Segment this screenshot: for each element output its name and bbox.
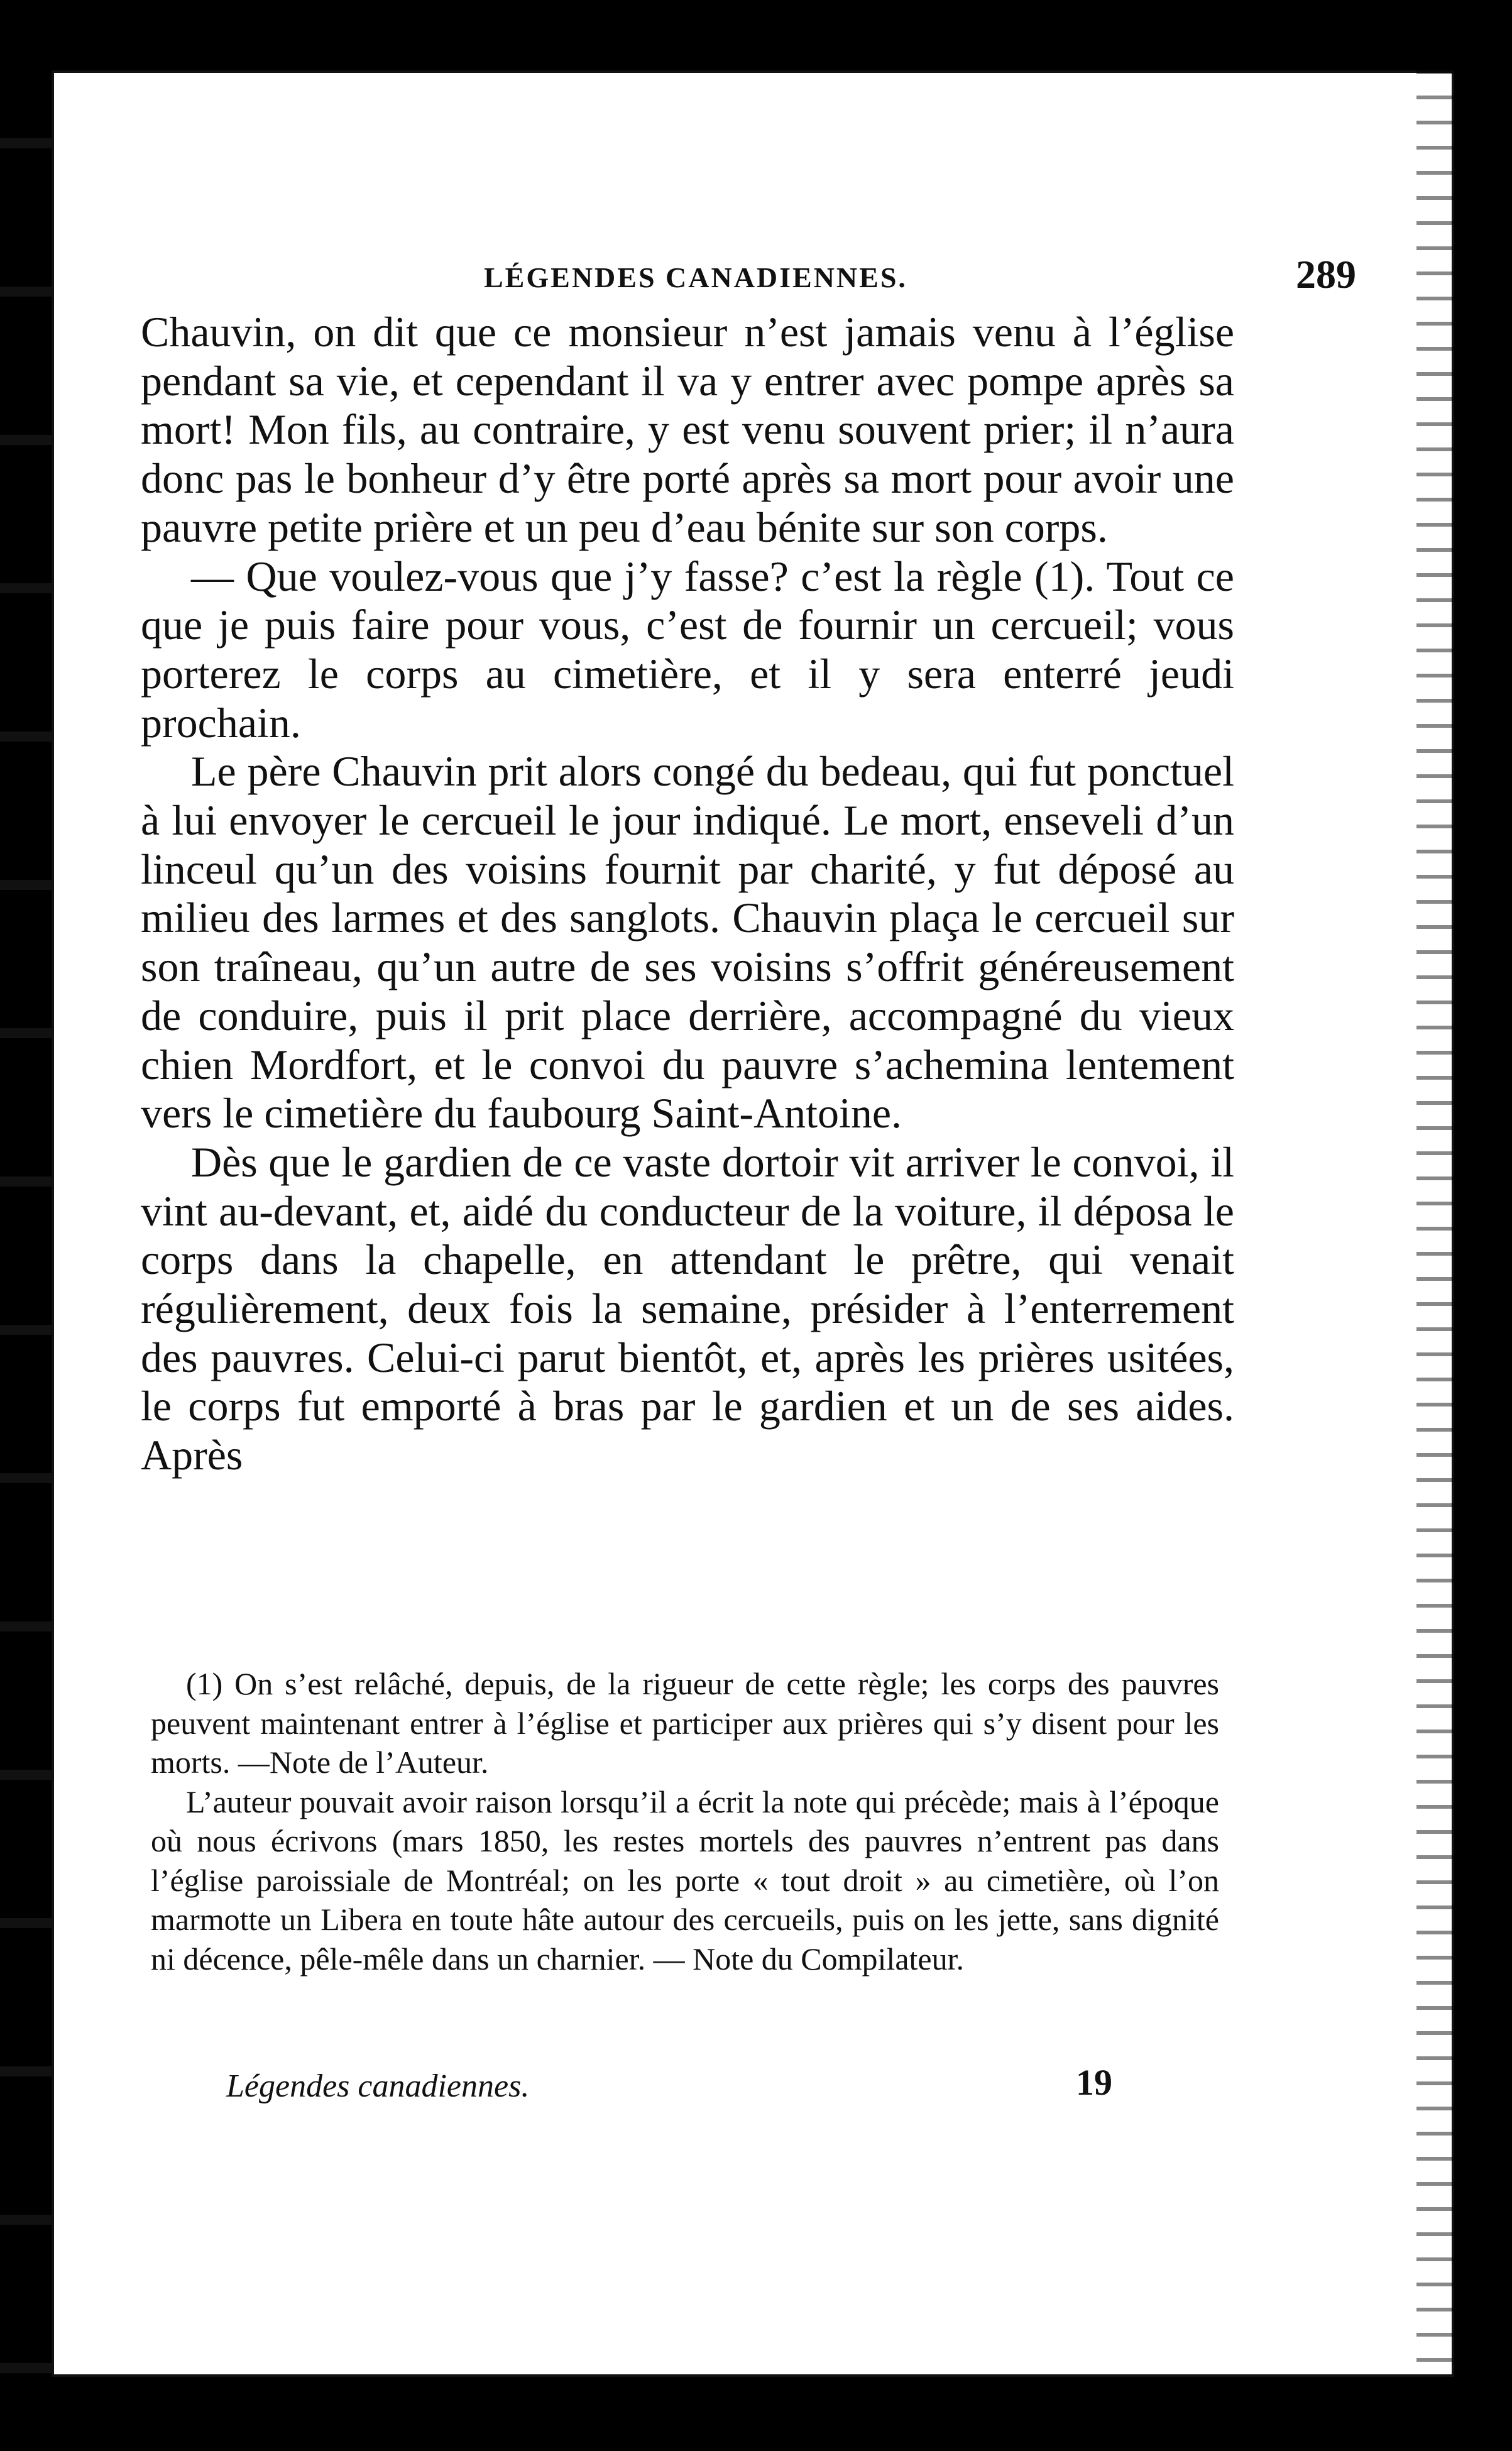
scan-edge-noise bbox=[1416, 70, 1454, 2377]
page-number: 289 bbox=[1296, 252, 1356, 297]
paragraph-3: Le père Chauvin prit alors congé du bedeau, qui fut ponctuel à lui envoyer le cercueil le jour indiqué. Le mort, enseveli d’un linceul qu’un des voisins fournit par charité, y fut déposé au milieu des larmes et des sanglots. Chauvin plaça le cercueil sur son traîneau, qu’un autre de ses voisins s’offrit généreusement de conduire, puis il prit place derrière, accompagné du vieux chien Mordfort, et le convoi du pauvre s’achemina lentement vers le cimetière du faubourg Saint-Antoine. bbox=[141, 747, 1234, 1138]
running-header: LÉGENDES CANADIENNES. bbox=[484, 261, 907, 293]
footnote-compiler: L’auteur pouvait avoir raison lorsqu’il a écrit la note qui précède; mais à l’époque où nous écrivons (mars 1850, les restes mortels des pauvres n’entrent pas dans l’église paroissiale de Montréal; on les porte « tout droit » au cimetière, où l’on marmotte un Libera en toute hâte autour des cercueils, puis on les jette, sans dignité ni décence, pêle-mêle dans un charnier. — Note du Compilateur. bbox=[151, 1784, 1219, 1977]
paragraph-2: — Que voulez-vous que j’y fasse? c’est la règle (1). Tout ce que je puis faire pour vous, c’est de fournir un cercueil; vous porterez le corps au cimetière, et il y sera enterré jeudi prochain. bbox=[141, 552, 1234, 747]
scan-right-border bbox=[1454, 0, 1512, 2451]
scan-left-border bbox=[0, 0, 52, 2451]
paragraph-1: Chauvin, on dit que ce monsieur n’est jamais venu à l’église pendant sa vie, et cependant il va y entrer avec pompe après sa mort! Mon fils, au contraire, y est venu souvent prier; il n’aura donc pas le bonheur d’y être porté après sa mort pour avoir une pauvre petite prière et un peu d’eau bénite sur son corps. bbox=[141, 308, 1234, 551]
footnote-author: (1) On s’est relâché, depuis, de la rigueur de cette règle; les corps des pauvres peuvent maintenant entrer à l’église et participer aux prières qui s’y disent pour les morts. —Note de l’Auteur. bbox=[151, 1666, 1219, 1780]
footer-book-title: Légendes canadiennes. bbox=[226, 2068, 530, 2104]
main-text bbox=[141, 308, 1234, 1480]
paragraph-4: Dès que le gardien de ce vaste dortoir vit arriver le convoi, il vint au-devant, et, aidé du conducteur de la voiture, il déposa le corps dans la chapelle, en attendant le prêtre, qui venait régulièrement, deux fois la semaine, présider à l’enterrement des pauvres. Celui-ci parut bientôt, et, après les prières usitées, le corps fut emporté à bras par le gardien et un de ses aides. Après bbox=[141, 1138, 1234, 1479]
signature-mark: 19 bbox=[1076, 2062, 1112, 2103]
footnotes bbox=[151, 1664, 1219, 1978]
